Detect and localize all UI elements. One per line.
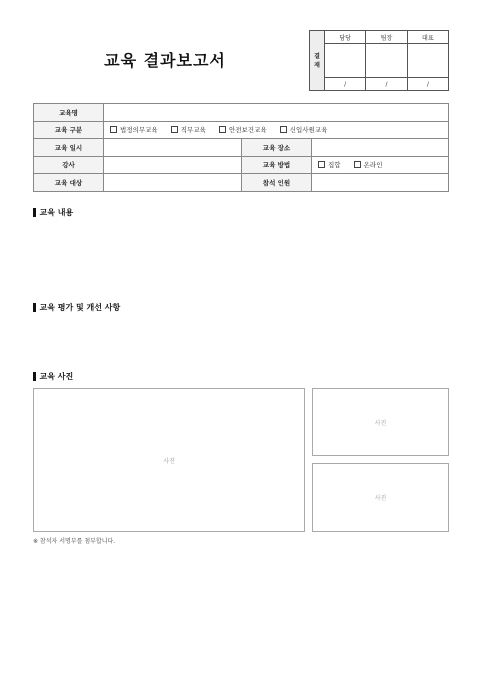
approval-header-ceo: 대표: [407, 31, 448, 44]
label-course-place: 교육 장소: [242, 139, 312, 157]
label-course-method: 교육 방법: [242, 156, 312, 174]
photo-placeholder-label: 사진: [374, 419, 387, 427]
attachment-note: ※ 참석자 서명부를 첨부합니다.: [33, 538, 116, 545]
label-course-date: 교육 일시: [34, 139, 104, 157]
field-course-type: [104, 121, 449, 139]
approval-date-ceo[interactable]: /: [407, 78, 448, 91]
label-instructor: 강사: [34, 156, 104, 174]
section-title: 교육 평가 및 개선 사항: [39, 303, 121, 312]
field-attendees[interactable]: [312, 174, 449, 192]
info-table: [33, 103, 449, 192]
section-photos: [33, 371, 73, 382]
approval-sign-ceo[interactable]: [407, 44, 448, 78]
checkbox[interactable]: [110, 126, 117, 133]
option-label: 집합: [328, 160, 341, 169]
section-title: 교육 사진: [39, 372, 74, 381]
option-in-person[interactable]: [318, 160, 341, 169]
approval-sign-team-lead[interactable]: [366, 44, 407, 78]
photo-placeholder-label: 사진: [163, 457, 175, 465]
option-safety-health[interactable]: [219, 125, 267, 134]
page-title: 교육 결과보고서: [104, 51, 226, 70]
field-course-method: [312, 156, 449, 174]
section-title: 교육 내용: [39, 208, 74, 217]
approval-header-manager: 담당: [325, 31, 366, 44]
approval-side-label: [310, 31, 325, 91]
approval-side-text: 결 재: [314, 52, 320, 69]
approval-sign-manager[interactable]: [325, 44, 366, 78]
option-label: 안전보건교육: [228, 125, 267, 134]
field-course-place[interactable]: [312, 139, 449, 157]
checkbox[interactable]: [354, 161, 361, 168]
section-bar: [33, 372, 36, 381]
section-evaluation: [33, 302, 120, 313]
field-target[interactable]: [104, 174, 242, 192]
checkbox[interactable]: [280, 126, 287, 133]
photo-side-bottom[interactable]: [312, 463, 449, 532]
option-label: 신입사원교육: [289, 125, 328, 134]
section-bar: [33, 208, 36, 217]
section-content: [33, 207, 73, 218]
checkbox[interactable]: [219, 126, 226, 133]
photo-placeholder-label: 사진: [374, 495, 387, 502]
option-label: 온라인: [363, 160, 383, 169]
option-job-training[interactable]: [171, 125, 206, 134]
approval-box: [309, 30, 449, 91]
option-legal-mandatory[interactable]: [110, 125, 158, 134]
approval-header-team-lead: 팀장: [366, 31, 407, 44]
photo-side-top[interactable]: [312, 388, 449, 456]
field-course-name[interactable]: [104, 104, 449, 122]
section-bar: [33, 303, 36, 312]
field-course-date[interactable]: [104, 139, 242, 157]
photo-main[interactable]: [33, 388, 305, 532]
label-attendees: 참석 인원: [242, 174, 312, 192]
approval-date-manager[interactable]: /: [325, 78, 366, 91]
label-course-type: 교육 구분: [34, 121, 104, 139]
field-instructor[interactable]: [104, 156, 242, 174]
label-target: 교육 대상: [34, 174, 104, 192]
checkbox[interactable]: [318, 161, 325, 168]
option-label: 법정의무교육: [120, 125, 158, 134]
option-new-employee[interactable]: [280, 125, 328, 134]
checkbox[interactable]: [171, 126, 178, 133]
option-label: 직무교육: [180, 125, 206, 134]
approval-date-team-lead[interactable]: /: [366, 78, 407, 91]
label-course-name: 교육명: [34, 104, 104, 122]
option-online[interactable]: [354, 160, 383, 169]
